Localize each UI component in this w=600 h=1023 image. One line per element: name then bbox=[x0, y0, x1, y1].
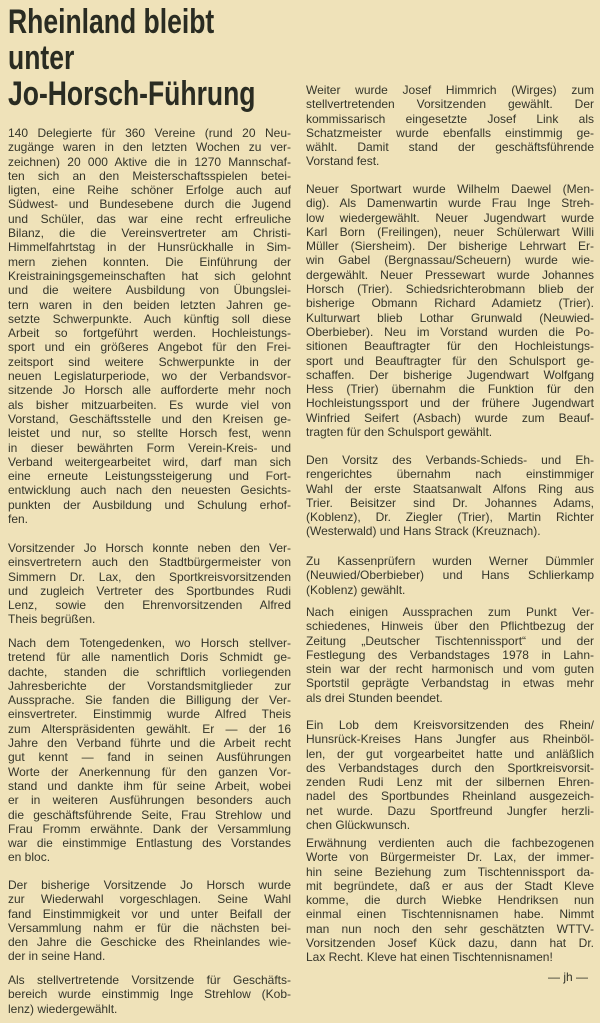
text-line: stellvertretenden Vorsitzenden gewählt. Der bbox=[306, 97, 594, 112]
text-line: Hochleistungssport und der frühere Jugendwart bbox=[306, 396, 594, 411]
article-paragraph bbox=[8, 126, 291, 526]
text-line: einsvertretern auch den Stadtbürgermeister von bbox=[8, 555, 291, 570]
text-line: eine erneute Leistungssteigerung und Fort- bbox=[8, 469, 291, 484]
headline bbox=[8, 4, 325, 112]
text-line: setzte Schwerpunkte. Auch künftig soll diese bbox=[8, 311, 291, 326]
text-line: und zugleich Vertreter des Sportbundes Rudi bbox=[8, 583, 291, 598]
text-line: Hunsrück-Kreises Hans Jungfer aus Rheinböl- bbox=[306, 732, 594, 747]
text-line: Horsch (Trier). Schiedsrichterobmann blieb der bbox=[306, 282, 594, 297]
article-paragraph bbox=[8, 541, 291, 627]
text-line: Worte der Anerkennung für den ganzen Vor- bbox=[8, 764, 291, 779]
text-line: Vorstand, Geschäftsstelle und den Kreisen ge- bbox=[8, 411, 291, 426]
article-paragraph bbox=[306, 453, 594, 539]
text-line: mit begründete, daß er aus der Stadt Kleve bbox=[306, 878, 594, 893]
text-line: zenden Rudi Lenz mit der silbernen Ehren- bbox=[306, 775, 594, 790]
text-line: bereich wurde einstimmig Inge Strehlow (Kob- bbox=[8, 987, 291, 1002]
text-line: komme, die durch Wiebke Hendriksen nun bbox=[306, 893, 594, 908]
headline-line: unter bbox=[8, 39, 75, 77]
text-line: den Jahre die Geschicke des Rheinlandes wie- bbox=[8, 935, 291, 950]
text-line: dergewählt. Neuer Pressewart wurde Johannes bbox=[306, 267, 594, 282]
text-line: kommissarisch eingesetzte Josef Link als bbox=[306, 111, 594, 126]
text-line: low wiedergewählt. Neuer Jugendwart wurde bbox=[306, 210, 594, 225]
text-line: Hess (Trier) übernahm die Funktion für den bbox=[306, 382, 594, 397]
text-line: man nun noch den sehr geschätzten WTTV- bbox=[306, 921, 594, 936]
article-paragraph bbox=[306, 554, 594, 597]
text-line: Nach dem Totengedenken, wo Horsch stellver- bbox=[8, 636, 291, 650]
text-line: hin seine Beziehung zum Tischtennissport da- bbox=[306, 864, 594, 879]
text-line: net wurde. Dazu Sportfreund Jungfer herzli- bbox=[306, 803, 594, 818]
text-line: (Koblenz), Dr. Ziegler (Trier), Martin Richter bbox=[306, 510, 594, 525]
text-line: bisherige Obmann Richard Adamietz (Trier). bbox=[306, 296, 594, 311]
text-line: Theis begrüßen. bbox=[8, 612, 96, 627]
text-line: (Koblenz) gewählt. bbox=[306, 582, 406, 597]
text-line: Jahresberichte der Vorstandsmitglieder zur bbox=[8, 678, 291, 693]
text-line: win Gabel (Bergnassau/Scheuern) wurde wie- bbox=[306, 253, 594, 268]
text-line: Vorstand fest. bbox=[306, 154, 380, 169]
text-line: Kulturwart blieb Lothar Grunwald (Neuwied- bbox=[306, 310, 594, 325]
headline-line: Jo-Horsch-Führung bbox=[8, 75, 256, 113]
text-line: Als stellvertretende Vorsitzende für Geschäfts- bbox=[8, 973, 291, 987]
article-paragraph bbox=[8, 636, 291, 865]
article-paragraph bbox=[306, 718, 594, 832]
text-line: Schatzmeister wurde ebenfalls einstimmig ge- bbox=[306, 125, 594, 140]
text-line: Aussprache. Sie fanden die Billigung der Ver- bbox=[8, 693, 291, 708]
text-line: 140 Delegierte für 360 Vereine (rund 20 Neu- bbox=[8, 126, 291, 140]
text-line: als bisher mitzuarbeiten. Es wurde viel von bbox=[8, 397, 291, 412]
article-paragraph bbox=[8, 878, 291, 964]
text-line: Festlegung des Verbandstages 1978 in Lahn- bbox=[306, 647, 594, 662]
text-line: der in seine Hand. bbox=[8, 949, 106, 964]
text-line: Erwähnung verdienten auch die fachbezogenen bbox=[306, 836, 594, 850]
text-line: Frau Fromm erwähnte. Dank der Versammlung bbox=[8, 821, 291, 836]
text-line: stand und dankte ihm für seine Arbeit, wobei bbox=[8, 778, 291, 793]
text-line: Worte von Bürgermeister Dr. Lax, der immer- bbox=[306, 850, 594, 865]
text-line: Oberbieber). Neu im Vorstand wurden die Po- bbox=[306, 324, 594, 339]
text-line: tretend für alle namentlich Doris Schmidt ge- bbox=[8, 650, 291, 665]
article-paragraph bbox=[306, 83, 594, 169]
text-line: Lax Recht. Kleve hat einen Tischtennisnamen! bbox=[306, 950, 553, 965]
text-line: schiedenes, Hinweis über den Pflichtbezug der bbox=[306, 619, 594, 634]
text-line: zeitsport sind weitere Schwerpunkte in der bbox=[8, 354, 291, 369]
text-line: Lenz, sowie den Ehrenvorsitzenden Alfred bbox=[8, 598, 291, 613]
text-line: Sportstil geprägte Verbandstag in etwas mehr bbox=[306, 676, 594, 691]
text-line: einsvertreter. Einstimmig wurde Alfred Theis bbox=[8, 707, 291, 722]
text-line: Jahre den Verband führte und die Arbeit recht bbox=[8, 736, 291, 751]
text-line: Karl Born (Freilingen), neuer Schülerwart Willi bbox=[306, 224, 594, 239]
text-line: rengerichtes übernahm nach einstimmiger bbox=[306, 467, 594, 482]
text-line: war die einstimmige Entlastung des Vorstandes bbox=[8, 836, 291, 851]
text-line: er in weiteren Ausführungen besonders auch bbox=[8, 793, 291, 808]
text-line: als drei Stunden beendet. bbox=[306, 690, 443, 705]
text-line: Arbeit so fortgeführt werden. Hochleistungs- bbox=[8, 326, 291, 341]
text-line: und Schüler, das war eine recht erfreuliche bbox=[8, 211, 291, 226]
text-line: sitzende Jo Horsch alle aufforderte mehr noch bbox=[8, 383, 291, 398]
text-line: ligten, eine Reihe schöner Erfolge auch auf bbox=[8, 183, 291, 198]
text-line: Der bisherige Vorsitzende Jo Horsch wurde bbox=[8, 878, 291, 892]
text-line: sitionen Beauftragter für den Hochleistungs- bbox=[306, 339, 594, 354]
text-line: wählt. Damit stand der geschäftsführende bbox=[306, 140, 594, 155]
text-line: und die weitere Ausbildung von Übungslei- bbox=[8, 283, 291, 298]
text-line: chen Glückwunsch. bbox=[306, 818, 411, 833]
text-line: zur Wiederwahl vorgeschlagen. Seine Wahl bbox=[8, 892, 291, 907]
text-line: zugänge waren in den letzten Wochen zu ver- bbox=[8, 140, 291, 155]
text-line: einmal einen Tischtennisnamen habe. Nimmt bbox=[306, 907, 594, 922]
text-line: entwicklung auch nach den neuesten Gesichts- bbox=[8, 483, 291, 498]
text-line: en bloc. bbox=[8, 850, 51, 865]
text-line: fen. bbox=[8, 512, 29, 527]
text-line: Nach einigen Aussprachen zum Punkt Ver- bbox=[306, 605, 594, 619]
article-paragraph bbox=[306, 605, 594, 705]
text-line: sport und ein größeres Angebot für den Frei- bbox=[8, 340, 291, 355]
text-line: Ein Lob dem Kreisvorsitzenden des Rhein/ bbox=[306, 718, 594, 732]
text-line: lenz) wiedergewählt. bbox=[8, 1001, 118, 1016]
text-line: mern ziehen konnten. Die Einführung der bbox=[8, 254, 291, 269]
text-line: zum Alterspräsidenten gewählt. Er — der 16 bbox=[8, 721, 291, 736]
text-line: zeichnen) 20 000 Aktive die in 1270 Mannschaf- bbox=[8, 154, 291, 169]
text-line: tern waren in den beiden letzten Jahren ge- bbox=[8, 297, 291, 312]
article-paragraph bbox=[8, 973, 291, 1016]
text-line: Versammlung nahm er für die nächsten bei- bbox=[8, 920, 291, 935]
text-line: (Neuwied/Oberbieber) und Hans Schlierkamp bbox=[306, 568, 594, 583]
text-line: Vorsitzender Jo Horsch konnte neben den Ver- bbox=[8, 541, 291, 555]
text-line: Den Vorsitz des Verbands-Schieds- und Eh- bbox=[306, 453, 594, 467]
article-paragraph bbox=[306, 182, 594, 439]
headline-line: Rheinland bleibt bbox=[8, 3, 215, 41]
text-line: in dieser bewährten Form Verein-Kreis- und bbox=[8, 440, 291, 455]
text-line: Winfried Seifert (Asbach) wurde zum Beauf- bbox=[306, 410, 594, 425]
text-line: Himmelfahrtstag in der Hunsrückhalle in Sim- bbox=[8, 240, 291, 255]
text-line: schaffen. Der bisherige Jugendwart Wolfgang bbox=[306, 367, 594, 382]
text-line: sport und Beauftragter für den Schulsport ge- bbox=[306, 353, 594, 368]
text-line: fand Einstimmigkeit vor und unter Beifall der bbox=[8, 906, 291, 921]
text-line: Müller (Siersheim). Der bisherige Lehrwart Er- bbox=[306, 239, 594, 254]
text-line: Wahl der erste Staatsanwalt Alfons Ring aus bbox=[306, 481, 594, 496]
text-line: Bilanz, die die Vereinsvertreter am Christi- bbox=[8, 226, 291, 241]
text-line: (Westerwald) und Hans Strack (Kreuznach). bbox=[306, 524, 541, 539]
text-line: Verband weitergearbeitet wird, darf man sich bbox=[8, 454, 291, 469]
text-line: nadel des Sportbundes Rheinland ausgezeich- bbox=[306, 789, 594, 804]
text-line: Zu Kassenprüfern wurden Werner Dümmler bbox=[306, 554, 594, 568]
text-line: Weiter wurde Josef Himmrich (Wirges) zum bbox=[306, 83, 594, 97]
text-line: ten sich an den Meisterschaftsspielen betei- bbox=[8, 168, 291, 183]
text-line: leistet und nur, so stellte Horsch fest, wenn bbox=[8, 426, 291, 441]
author-signature: — jh — bbox=[547, 970, 588, 984]
text-line: gut kennt — fand in seinen Ausführungen bbox=[8, 750, 291, 765]
text-line: Vorsitzenden Josef Kück dazu, dann hat Dr. bbox=[306, 936, 594, 951]
text-line: Simmern Dr. Lax, den Sportkreisvorsitzenden bbox=[8, 569, 291, 584]
text-line: dig). Als Damenwartin wurde Frau Inge Streh- bbox=[306, 196, 594, 211]
text-line: punkten der Ausbildung und Schulung erhof- bbox=[8, 497, 291, 512]
article-paragraph bbox=[306, 836, 594, 965]
text-line: tragten für den Schulsport gewählt. bbox=[306, 425, 493, 440]
text-line: dachte, standen die schriftlich vorliegenden bbox=[8, 664, 291, 679]
text-line: Kreistrainingsgemeinschaften hat sich gelohnt bbox=[8, 268, 291, 283]
text-line: stein war der recht harmonisch und vom guten bbox=[306, 662, 594, 677]
text-line: Trier. Beisitzer sind Dr. Johannes Adams, bbox=[306, 495, 594, 510]
text-line: len, der gut vorgearbeitet hatte und anläßlich bbox=[306, 746, 594, 761]
text-line: Zeitung „Deutscher Tischtennissport“ und der bbox=[306, 633, 594, 648]
text-line: neuen Legislaturperiode, wo der Verbandsvor- bbox=[8, 369, 291, 384]
text-line: die geschäftsführende Seite, Frau Strehlow und bbox=[8, 807, 291, 822]
text-line: Südwest- und Bundesebene durch die Jugend bbox=[8, 197, 291, 212]
text-line: des Verbandstages durch den Sportkreisvorsit- bbox=[306, 760, 594, 775]
text-line: Neuer Sportwart wurde Wilhelm Daewel (Men- bbox=[306, 182, 594, 196]
